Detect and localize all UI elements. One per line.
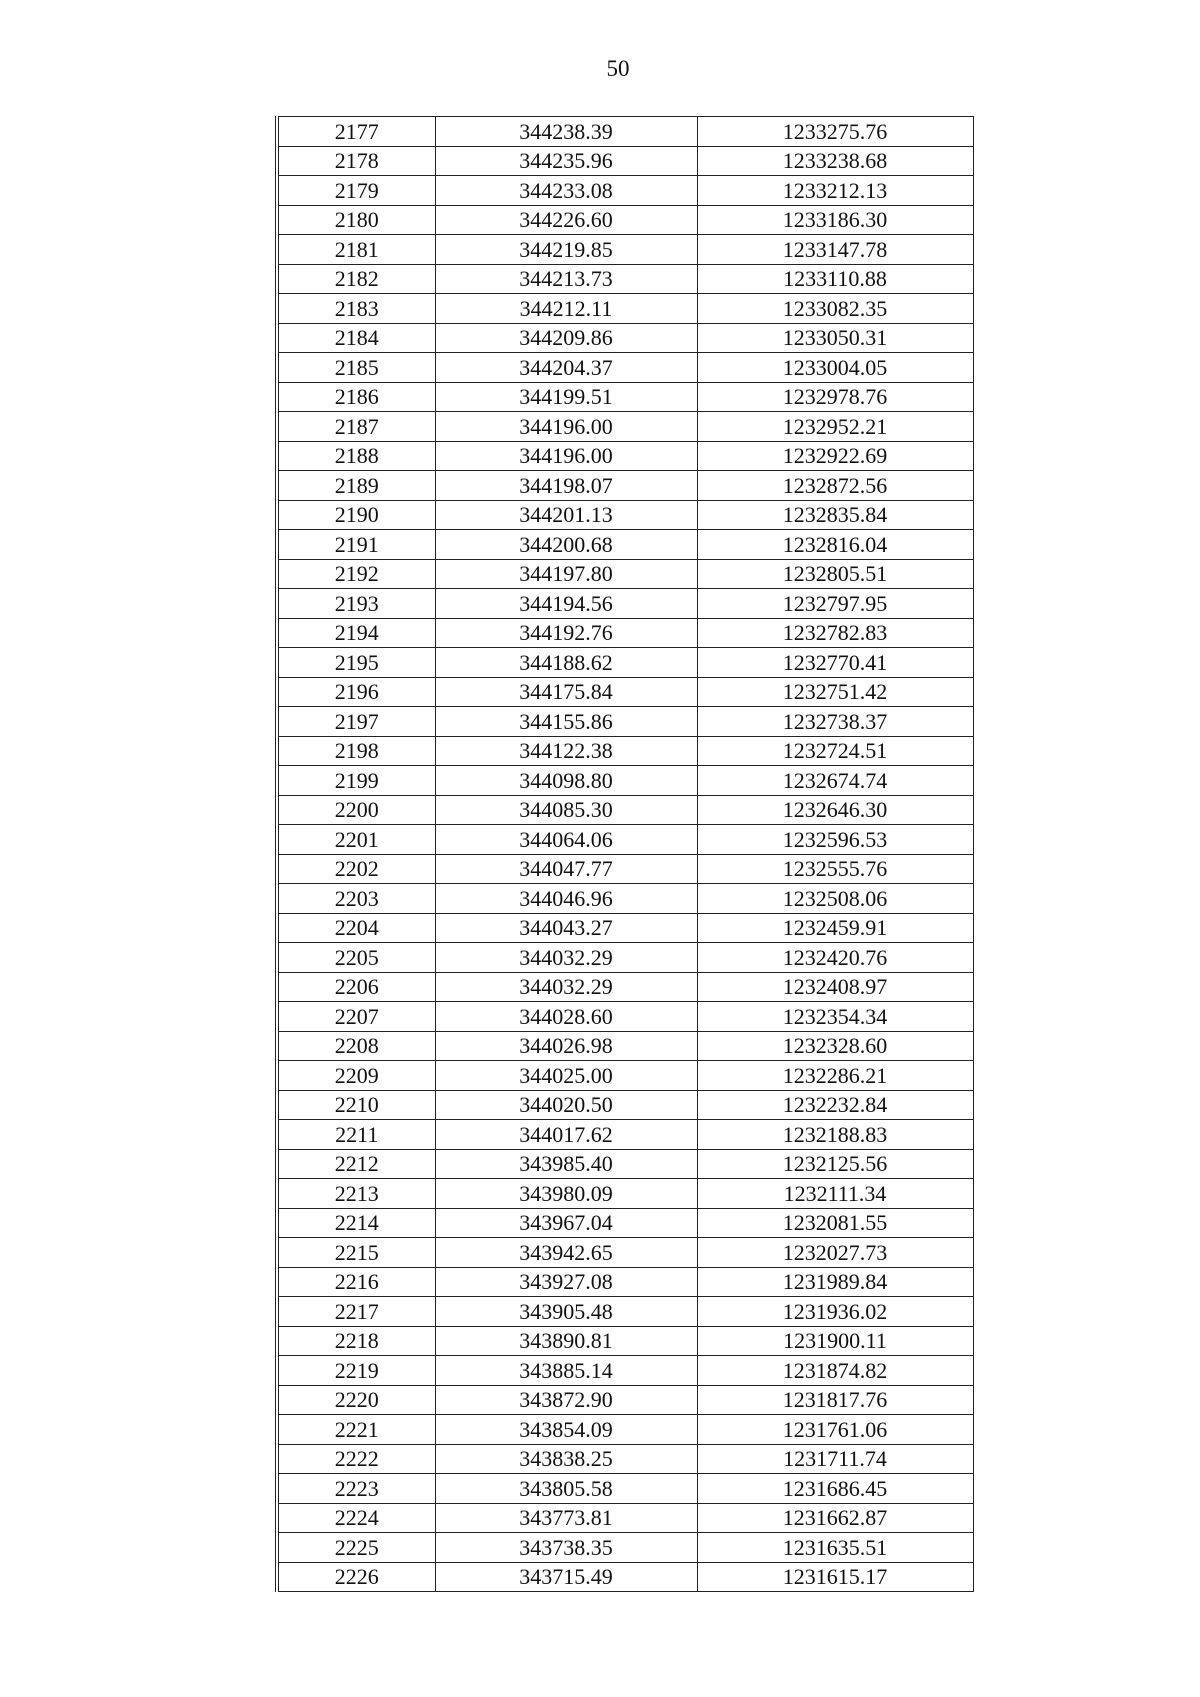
- table-row: [277, 146, 973, 176]
- table-row: [277, 1356, 973, 1386]
- x-coordinate-cell: 344155.86: [435, 707, 697, 737]
- table-row: [277, 913, 973, 943]
- table-row: [277, 530, 973, 560]
- point-number-cell: 2205: [277, 943, 435, 973]
- point-number-cell: 2213: [277, 1179, 435, 1209]
- table-row: [277, 1267, 973, 1297]
- point-number-cell: 2178: [277, 146, 435, 176]
- x-coordinate-cell: 344047.77: [435, 854, 697, 884]
- table-row: [277, 707, 973, 737]
- y-coordinate-cell: 1232782.83: [697, 618, 973, 648]
- point-number-cell: 2181: [277, 235, 435, 265]
- table-row: [277, 382, 973, 412]
- point-number-cell: 2202: [277, 854, 435, 884]
- y-coordinate-cell: 1232188.83: [697, 1120, 973, 1150]
- table-row: [277, 412, 973, 442]
- point-number-cell: 2203: [277, 884, 435, 914]
- x-coordinate-cell: 344025.00: [435, 1061, 697, 1091]
- y-coordinate-cell: 1232816.04: [697, 530, 973, 560]
- y-coordinate-cell: 1233082.35: [697, 294, 973, 324]
- point-number-cell: 2200: [277, 795, 435, 825]
- y-coordinate-cell: 1231874.82: [697, 1356, 973, 1386]
- x-coordinate-cell: 344238.39: [435, 117, 697, 147]
- y-coordinate-cell: 1231615.17: [697, 1562, 973, 1592]
- y-coordinate-cell: 1232751.42: [697, 677, 973, 707]
- y-coordinate-cell: 1231900.11: [697, 1326, 973, 1356]
- y-coordinate-cell: 1232232.84: [697, 1090, 973, 1120]
- x-coordinate-cell: 344175.84: [435, 677, 697, 707]
- x-coordinate-cell: 344200.68: [435, 530, 697, 560]
- y-coordinate-cell: 1232459.91: [697, 913, 973, 943]
- y-coordinate-cell: 1232081.55: [697, 1208, 973, 1238]
- y-coordinate-cell: 1233238.68: [697, 146, 973, 176]
- y-coordinate-cell: 1232952.21: [697, 412, 973, 442]
- point-number-cell: 2177: [277, 117, 435, 147]
- table-row: [277, 618, 973, 648]
- point-number-cell: 2184: [277, 323, 435, 353]
- point-number-cell: 2183: [277, 294, 435, 324]
- point-number-cell: 2194: [277, 618, 435, 648]
- y-coordinate-cell: 1232286.21: [697, 1061, 973, 1091]
- y-coordinate-cell: 1233212.13: [697, 176, 973, 206]
- table-row: [277, 589, 973, 619]
- page-number: 50: [606, 56, 630, 81]
- point-number-cell: 2215: [277, 1238, 435, 1268]
- y-coordinate-cell: 1232872.56: [697, 471, 973, 501]
- table-row: [277, 1562, 973, 1592]
- x-coordinate-cell: 344043.27: [435, 913, 697, 943]
- x-coordinate-cell: 343715.49: [435, 1562, 697, 1592]
- x-coordinate-cell: 344213.73: [435, 264, 697, 294]
- table-row: [277, 176, 973, 206]
- point-number-cell: 2219: [277, 1356, 435, 1386]
- y-coordinate-cell: 1232674.74: [697, 766, 973, 796]
- y-coordinate-cell: 1232738.37: [697, 707, 973, 737]
- table-row: [277, 1444, 973, 1474]
- x-coordinate-cell: 344226.60: [435, 205, 697, 235]
- point-number-cell: 2207: [277, 1002, 435, 1032]
- point-number-cell: 2179: [277, 176, 435, 206]
- y-coordinate-cell: 1231711.74: [697, 1444, 973, 1474]
- point-number-cell: 2222: [277, 1444, 435, 1474]
- x-coordinate-cell: 344194.56: [435, 589, 697, 619]
- table-row: [277, 854, 973, 884]
- table-row: [277, 323, 973, 353]
- x-coordinate-cell: 344198.07: [435, 471, 697, 501]
- y-coordinate-cell: 1231936.02: [697, 1297, 973, 1327]
- x-coordinate-cell: 343854.09: [435, 1415, 697, 1445]
- table-row: [277, 471, 973, 501]
- y-coordinate-cell: 1232111.34: [697, 1179, 973, 1209]
- table-row: [277, 1031, 973, 1061]
- y-coordinate-cell: 1232805.51: [697, 559, 973, 589]
- y-coordinate-cell: 1231662.87: [697, 1503, 973, 1533]
- x-coordinate-cell: 343885.14: [435, 1356, 697, 1386]
- point-number-cell: 2214: [277, 1208, 435, 1238]
- x-coordinate-cell: 344197.80: [435, 559, 697, 589]
- x-coordinate-cell: 343985.40: [435, 1149, 697, 1179]
- y-coordinate-cell: 1232328.60: [697, 1031, 973, 1061]
- table-row: [277, 1149, 973, 1179]
- table-row: [277, 795, 973, 825]
- table-row: [277, 1415, 973, 1445]
- x-coordinate-cell: 344192.76: [435, 618, 697, 648]
- y-coordinate-cell: 1233110.88: [697, 264, 973, 294]
- y-coordinate-cell: 1231686.45: [697, 1474, 973, 1504]
- table-row: [277, 559, 973, 589]
- table-row: [277, 1326, 973, 1356]
- point-number-cell: 2192: [277, 559, 435, 589]
- y-coordinate-cell: 1232555.76: [697, 854, 973, 884]
- x-coordinate-cell: 344196.00: [435, 441, 697, 471]
- table-row: [277, 943, 973, 973]
- table-row: [277, 294, 973, 324]
- x-coordinate-cell: 344204.37: [435, 353, 697, 383]
- x-coordinate-cell: 344046.96: [435, 884, 697, 914]
- point-number-cell: 2185: [277, 353, 435, 383]
- x-coordinate-cell: 344032.29: [435, 972, 697, 1002]
- point-number-cell: 2191: [277, 530, 435, 560]
- table-row: [277, 1179, 973, 1209]
- x-coordinate-cell: 344212.11: [435, 294, 697, 324]
- point-number-cell: 2182: [277, 264, 435, 294]
- point-number-cell: 2186: [277, 382, 435, 412]
- y-coordinate-cell: 1232354.34: [697, 1002, 973, 1032]
- y-coordinate-cell: 1233147.78: [697, 235, 973, 265]
- point-number-cell: 2216: [277, 1267, 435, 1297]
- table-row: [277, 736, 973, 766]
- table-row: [277, 766, 973, 796]
- x-coordinate-cell: 344235.96: [435, 146, 697, 176]
- x-coordinate-cell: 344233.08: [435, 176, 697, 206]
- x-coordinate-cell: 344085.30: [435, 795, 697, 825]
- x-coordinate-cell: 344209.86: [435, 323, 697, 353]
- point-number-cell: 2180: [277, 205, 435, 235]
- x-coordinate-cell: 343805.58: [435, 1474, 697, 1504]
- point-number-cell: 2209: [277, 1061, 435, 1091]
- point-number-cell: 2193: [277, 589, 435, 619]
- table-row: [277, 1120, 973, 1150]
- y-coordinate-cell: 1233186.30: [697, 205, 973, 235]
- x-coordinate-cell: 343838.25: [435, 1444, 697, 1474]
- x-coordinate-cell: 344032.29: [435, 943, 697, 973]
- y-coordinate-cell: 1232646.30: [697, 795, 973, 825]
- y-coordinate-cell: 1232508.06: [697, 884, 973, 914]
- table-row: [277, 235, 973, 265]
- point-number-cell: 2196: [277, 677, 435, 707]
- point-number-cell: 2218: [277, 1326, 435, 1356]
- y-coordinate-cell: 1232835.84: [697, 500, 973, 530]
- x-coordinate-cell: 343967.04: [435, 1208, 697, 1238]
- table-row: [277, 648, 973, 678]
- table-row: [277, 677, 973, 707]
- x-coordinate-cell: 343942.65: [435, 1238, 697, 1268]
- table-row: [277, 441, 973, 471]
- x-coordinate-cell: 344098.80: [435, 766, 697, 796]
- point-number-cell: 2210: [277, 1090, 435, 1120]
- x-coordinate-cell: 344188.62: [435, 648, 697, 678]
- coordinates-table: [275, 116, 974, 1592]
- table-row: [277, 972, 973, 1002]
- point-number-cell: 2225: [277, 1533, 435, 1563]
- point-number-cell: 2217: [277, 1297, 435, 1327]
- point-number-cell: 2188: [277, 441, 435, 471]
- point-number-cell: 2201: [277, 825, 435, 855]
- x-coordinate-cell: 344196.00: [435, 412, 697, 442]
- table-row: [277, 1061, 973, 1091]
- x-coordinate-cell: 344199.51: [435, 382, 697, 412]
- x-coordinate-cell: 344017.62: [435, 1120, 697, 1150]
- table-row: [277, 1297, 973, 1327]
- x-coordinate-cell: 344028.60: [435, 1002, 697, 1032]
- y-coordinate-cell: 1231761.06: [697, 1415, 973, 1445]
- y-coordinate-cell: 1231635.51: [697, 1533, 973, 1563]
- y-coordinate-cell: 1232420.76: [697, 943, 973, 973]
- table-row: [277, 1385, 973, 1415]
- x-coordinate-cell: 343773.81: [435, 1503, 697, 1533]
- x-coordinate-cell: 344219.85: [435, 235, 697, 265]
- x-coordinate-cell: 343927.08: [435, 1267, 697, 1297]
- y-coordinate-cell: 1233050.31: [697, 323, 973, 353]
- point-number-cell: 2212: [277, 1149, 435, 1179]
- point-number-cell: 2220: [277, 1385, 435, 1415]
- table-row: [277, 205, 973, 235]
- table-row: [277, 1090, 973, 1120]
- point-number-cell: 2226: [277, 1562, 435, 1592]
- y-coordinate-cell: 1232797.95: [697, 589, 973, 619]
- x-coordinate-cell: 344064.06: [435, 825, 697, 855]
- table-row: [277, 1002, 973, 1032]
- point-number-cell: 2204: [277, 913, 435, 943]
- point-number-cell: 2221: [277, 1415, 435, 1445]
- y-coordinate-cell: 1232596.53: [697, 825, 973, 855]
- table-row: [277, 1208, 973, 1238]
- table-row: [277, 117, 973, 147]
- point-number-cell: 2224: [277, 1503, 435, 1533]
- x-coordinate-cell: 344026.98: [435, 1031, 697, 1061]
- point-number-cell: 2190: [277, 500, 435, 530]
- table-row: [277, 825, 973, 855]
- y-coordinate-cell: 1233275.76: [697, 117, 973, 147]
- point-number-cell: 2208: [277, 1031, 435, 1061]
- x-coordinate-cell: 343905.48: [435, 1297, 697, 1327]
- table-row: [277, 264, 973, 294]
- y-coordinate-cell: 1232027.73: [697, 1238, 973, 1268]
- point-number-cell: 2187: [277, 412, 435, 442]
- y-coordinate-cell: 1232770.41: [697, 648, 973, 678]
- y-coordinate-cell: 1232408.97: [697, 972, 973, 1002]
- y-coordinate-cell: 1231989.84: [697, 1267, 973, 1297]
- x-coordinate-cell: 344122.38: [435, 736, 697, 766]
- y-coordinate-cell: 1233004.05: [697, 353, 973, 383]
- table-row: [277, 1533, 973, 1563]
- x-coordinate-cell: 344020.50: [435, 1090, 697, 1120]
- table-row: [277, 1474, 973, 1504]
- table-row: [277, 1503, 973, 1533]
- y-coordinate-cell: 1232724.51: [697, 736, 973, 766]
- coordinates-table-body: [277, 117, 973, 1592]
- table-row: [277, 353, 973, 383]
- point-number-cell: 2206: [277, 972, 435, 1002]
- table-row: [277, 884, 973, 914]
- point-number-cell: 2211: [277, 1120, 435, 1150]
- point-number-cell: 2198: [277, 736, 435, 766]
- y-coordinate-cell: 1232922.69: [697, 441, 973, 471]
- y-coordinate-cell: 1232125.56: [697, 1149, 973, 1179]
- y-coordinate-cell: 1231817.76: [697, 1385, 973, 1415]
- y-coordinate-cell: 1232978.76: [697, 382, 973, 412]
- point-number-cell: 2189: [277, 471, 435, 501]
- table-row: [277, 1238, 973, 1268]
- point-number-cell: 2197: [277, 707, 435, 737]
- x-coordinate-cell: 343890.81: [435, 1326, 697, 1356]
- point-number-cell: 2223: [277, 1474, 435, 1504]
- x-coordinate-cell: 343738.35: [435, 1533, 697, 1563]
- point-number-cell: 2195: [277, 648, 435, 678]
- x-coordinate-cell: 344201.13: [435, 500, 697, 530]
- table-row: [277, 500, 973, 530]
- point-number-cell: 2199: [277, 766, 435, 796]
- x-coordinate-cell: 343872.90: [435, 1385, 697, 1415]
- x-coordinate-cell: 343980.09: [435, 1179, 697, 1209]
